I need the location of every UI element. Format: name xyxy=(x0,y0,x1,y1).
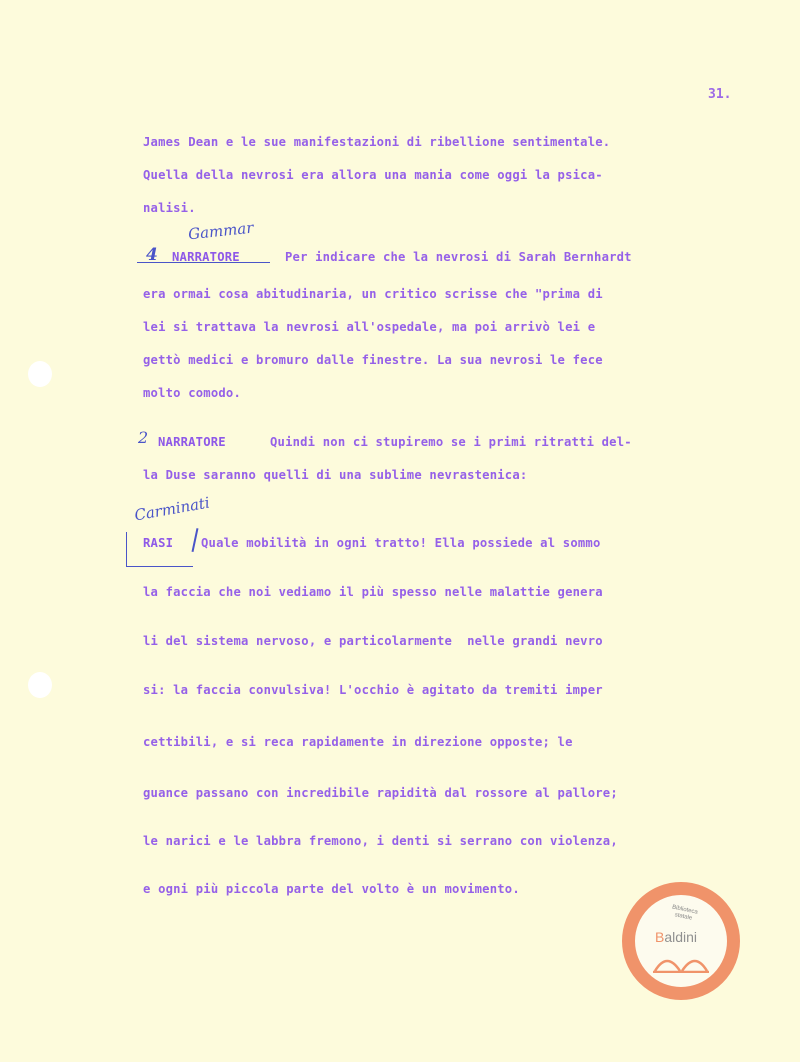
text-line: e ogni più piccola parte del volto è un movimento. xyxy=(143,882,520,896)
text-line: si: la faccia convulsiva! L'occhio è agitato da tremiti imper xyxy=(143,683,603,697)
handwritten-annotation: Gammar xyxy=(187,218,255,244)
text-line: James Dean e le sue manifestazioni di ribellione sentimentale. xyxy=(143,135,611,149)
text-line: gettò medici e bromuro dalle finestre. La sua nevrosi le fece xyxy=(143,353,603,367)
text-line: le narici e le labbra fremono, i denti si serrano con violenza, xyxy=(143,834,618,848)
text-line: lei si trattava la nevrosi all'ospedale, ma poi arrivò lei e xyxy=(143,320,596,334)
text-line: molto comodo. xyxy=(143,386,241,400)
text-line: la faccia che noi vediamo il più spesso nelle malattie genera xyxy=(143,585,603,599)
punch-hole-bottom xyxy=(28,672,52,698)
text-line: Quella della nevrosi era allora una mania come oggi la psica- xyxy=(143,168,603,182)
text-line: guance passano con incredibile rapidità dal rossore al pallore; xyxy=(143,786,618,800)
speaker-label: NARRATORE xyxy=(172,250,240,264)
page-number: 31. xyxy=(708,87,732,102)
library-stamp xyxy=(622,882,740,1000)
stamp-top-text: Biblioteca statale xyxy=(671,904,699,922)
handwritten-annotation: Carminati xyxy=(133,493,212,525)
speaker-label: RASI xyxy=(143,536,174,550)
speaker-label: NARRATORE xyxy=(158,435,226,449)
text-line: nalisi. xyxy=(143,201,196,215)
stamp-name-rest: aldini xyxy=(664,929,698,945)
text-line: era ormai cosa abitudinaria, un critico scrisse che "prima di xyxy=(143,287,603,301)
text-line: cettibili, e si reca rapidamente in direzione opposte; le xyxy=(143,735,573,749)
text-line: Quindi non ci stupiremo se i primi ritratti del- xyxy=(270,435,632,449)
stamp-name-initial: B xyxy=(655,929,665,945)
text-line: li del sistema nervoso, e particolarmente nelle grandi nevro xyxy=(143,634,603,648)
text-line: Quale mobilità in ogni tratto! Ella possiede al sommo xyxy=(201,536,601,550)
stamp-name xyxy=(655,929,697,945)
handwritten-marker: 2 xyxy=(138,428,149,447)
handwritten-marker: 4 xyxy=(146,245,158,265)
punch-hole-top xyxy=(28,361,52,387)
text-line: la Duse saranno quelli di una sublime nevrastenica: xyxy=(143,468,528,482)
double-arch-book-icon xyxy=(653,951,709,973)
text-line: Per indicare che la nevrosi di Sarah Bernhardt xyxy=(285,250,632,264)
